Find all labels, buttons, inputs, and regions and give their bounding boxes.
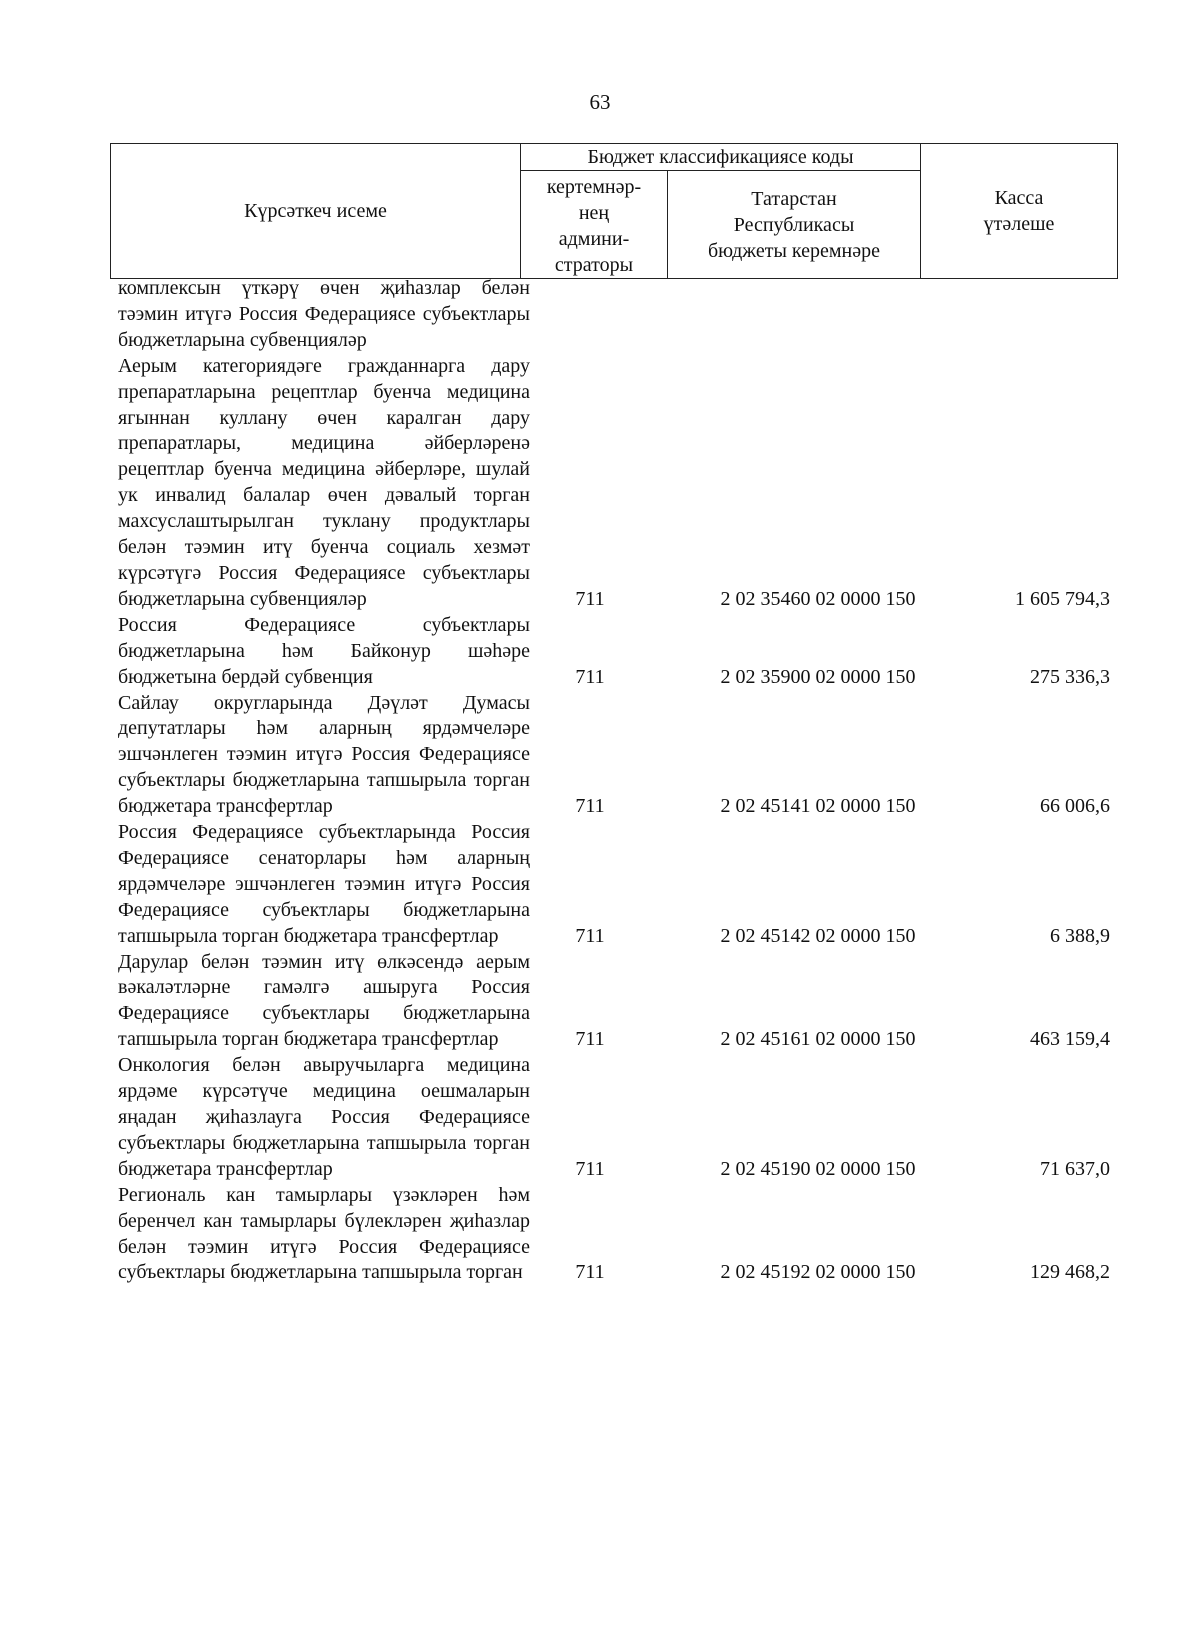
row-indicator-name: Россия Федерациясе субъектларында Россия Федерациясе сенаторлары һәм аларның ярдәмчеләре эшчәнлеген тәэмин итүгә Россия Федерациясе субъектлары бюджетларына тапшырыла торган бюджетара трансфертлар bbox=[118, 821, 530, 947]
header-revenue-admin bbox=[521, 171, 668, 279]
table-row bbox=[118, 950, 1118, 1054]
table-header bbox=[110, 143, 1118, 279]
row-revenue-admin: 711 bbox=[575, 1028, 605, 1051]
row-revenue-admin: 711 bbox=[575, 665, 605, 688]
row-budget-code: 2 02 45192 02 0000 150 bbox=[720, 1261, 916, 1284]
page-number: 63 bbox=[589, 90, 611, 114]
row-budget-code: 2 02 45190 02 0000 150 bbox=[720, 1157, 916, 1180]
row-indicator-name: Региональ кан тамырлары үзәкләрен һәм беренчел кан тамырлары бүлекләрен җиһазлар белән тәэмин итүгә Россия Федерациясе субъектлары бюджетларына тапшырыла торган bbox=[118, 1183, 530, 1284]
header-indicator-name: Күрсәткеч исеме bbox=[111, 144, 521, 279]
header-budget-code-group: Бюджет классификациясе коды bbox=[521, 144, 921, 171]
row-indicator-name: комплексын үткәрү өчен җиһазлар белән тәэмин итүгә Россия Федерациясе субъектлары бюджетларына субвенцияләр bbox=[118, 277, 530, 351]
row-cash-amount: 275 336,3 bbox=[1030, 665, 1110, 688]
header-tatarstan-budget-revenue bbox=[668, 171, 921, 279]
header-revenue-admin-text: кертемнәр- нең админи- страторы bbox=[546, 176, 642, 276]
row-indicator-name: Дарулар белән тәэмин итү өлкәсендә аерым вәкаләтләрне гамәлгә ашыруга Россия Федерациясе субъектлары бюджетларына тапшырыла торган бюджетара трансфертлар bbox=[118, 950, 530, 1051]
table-body bbox=[118, 276, 1118, 1286]
row-revenue-admin: 711 bbox=[575, 795, 605, 818]
row-revenue-admin: 711 bbox=[575, 924, 605, 947]
row-revenue-admin: 711 bbox=[575, 587, 605, 610]
header-cash-execution bbox=[921, 144, 1118, 279]
row-revenue-admin: 711 bbox=[575, 1157, 605, 1180]
row-cash-amount: 1 605 794,3 bbox=[1015, 587, 1110, 610]
table-row bbox=[118, 691, 1118, 821]
row-cash-amount: 66 006,6 bbox=[1040, 795, 1110, 818]
header-cash-execution-text: Касса үтәлеше bbox=[983, 187, 1055, 235]
row-budget-code: 2 02 45161 02 0000 150 bbox=[720, 1028, 916, 1051]
row-budget-code: 2 02 35460 02 0000 150 bbox=[720, 587, 916, 610]
row-cash-amount: 6 388,9 bbox=[1050, 924, 1110, 947]
row-budget-code: 2 02 45141 02 0000 150 bbox=[720, 795, 916, 818]
row-indicator-name: Сайлау округларында Дәүләт Думасы депутатлары һәм аларның ярдәмчеләре эшчәнлеген тәэмин итүгә Россия Федерациясе субъектлары бюджетларына тапшырыла торган бюджетара трансфертлар bbox=[118, 691, 530, 818]
table-row bbox=[118, 1183, 1118, 1287]
row-cash-amount: 71 637,0 bbox=[1040, 1157, 1110, 1180]
row-indicator-name: Россия Федерациясе субъектлары бюджетларына һәм Байконур шәһәре бюджетына бердәй субвенция bbox=[118, 613, 530, 688]
header-tatarstan-budget-revenue-text: Татарстан Республикасы бюджеты керемнәре bbox=[708, 187, 880, 262]
row-cash-amount: 129 468,2 bbox=[1030, 1261, 1110, 1284]
row-budget-code: 2 02 35900 02 0000 150 bbox=[720, 665, 916, 688]
table-row bbox=[118, 820, 1118, 950]
table-row bbox=[118, 613, 1118, 691]
table-row bbox=[118, 276, 1118, 354]
row-indicator-name: Онкология белән авыручыларга медицина ярдәме күрсәтүче медицина оешмаларын яңадан җиһазлауга Россия Федерациясе субъектлары бюджетларына тапшырыла торган бюджетара трансфертлар bbox=[118, 1054, 530, 1180]
table-row bbox=[118, 1053, 1118, 1183]
row-indicator-name: Аерым категориядәге гражданнарга дару препаратларына рецептлар буенча медицина ягыннан куллану өчен каралган дару препаратлары, медицина әйберләренә рецептлар буенча медицина әйберләре, шулай ук инвалид балалар өчен дәвалый торган махсуслаштырылган туклану продуктлары белән тәэмин итү буенча социаль хезмәт күрсәтүгә Россия Федерациясе субъектлары бюджетларына субвенцияләр bbox=[118, 354, 530, 610]
table-row bbox=[118, 354, 1118, 613]
row-cash-amount: 463 159,4 bbox=[1030, 1028, 1110, 1051]
row-budget-code: 2 02 45142 02 0000 150 bbox=[720, 924, 916, 947]
row-revenue-admin: 711 bbox=[575, 1261, 605, 1284]
